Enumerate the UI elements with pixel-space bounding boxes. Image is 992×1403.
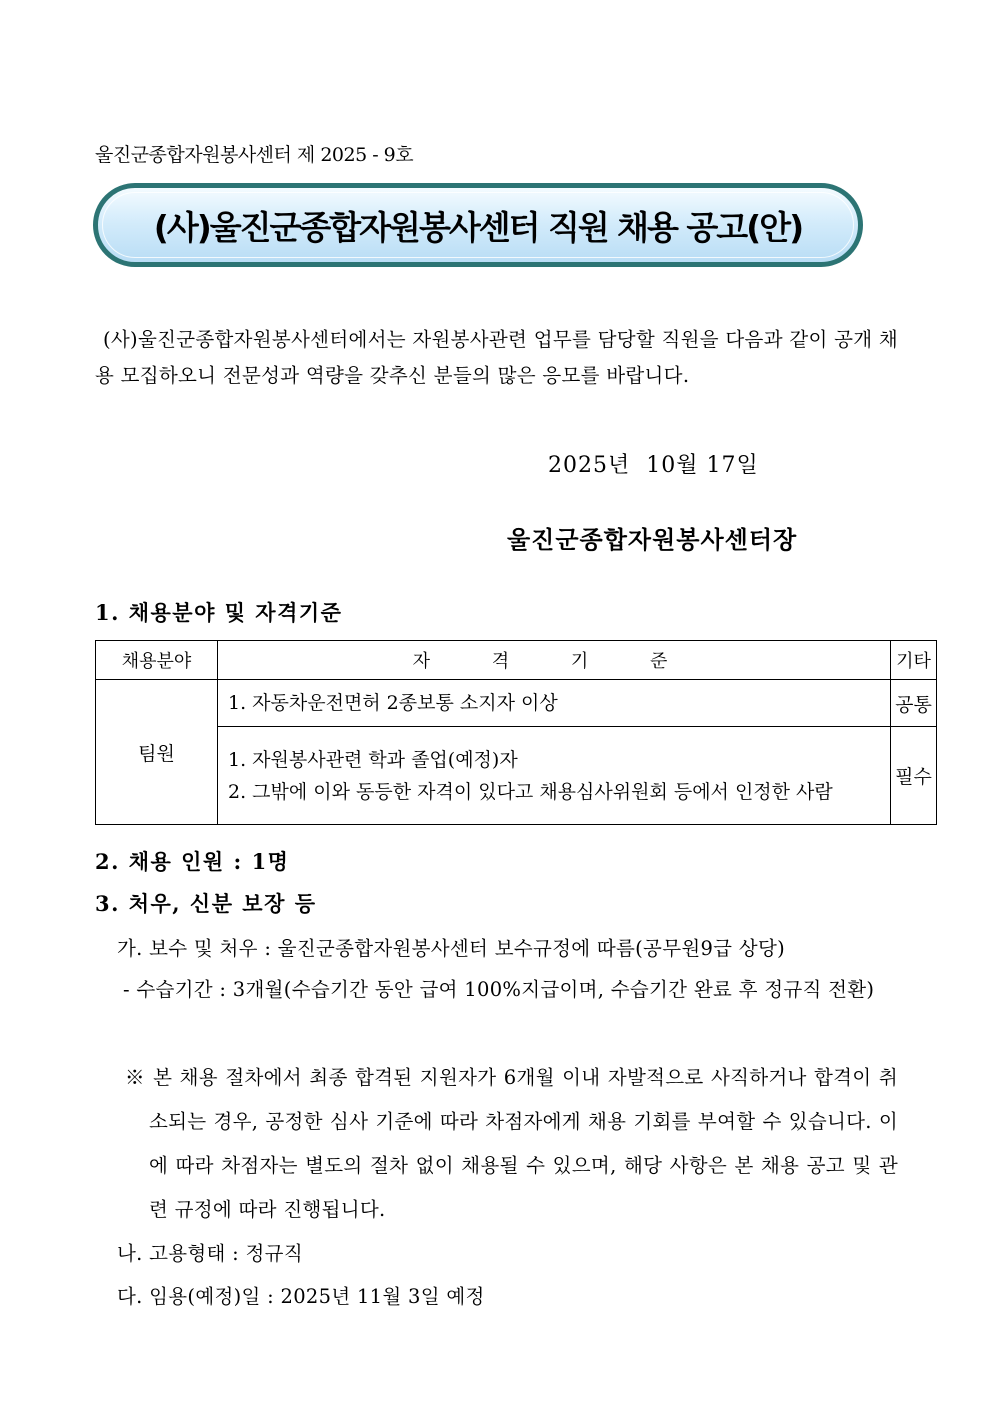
signer: 울진군종합자원봉사센터장 (507, 525, 798, 554)
appointment-date-item: 다. 임용(예정)일 : 2025년 11월 3일 예정 (117, 1285, 485, 1308)
qualification-item: 1. 자동차운전면허 2종보통 소지자 이상 (228, 692, 558, 714)
qualification-cell (218, 727, 891, 825)
intro-paragraph: (사)울진군종합자원봉사센터에서는 자원봉사관련 업무를 담당할 직원을 다음과 같이 공개 채용 모집하오니 전문성과 역량을 갖추신 분들의 많은 응모를 바랍니다. (95, 328, 899, 387)
announcement-date: 2025년 10월 17일 (548, 453, 759, 478)
header-field: 채용분야 (96, 641, 218, 680)
pay-item: 가. 보수 및 처우 : 울진군종합자원봉사센터 보수규정에 따름(공무원9급 상당) (117, 937, 785, 960)
header-qualifications: 자 격 기 준 (218, 641, 891, 680)
etc-cell: 필수 (891, 727, 937, 825)
qualification-cell (218, 680, 891, 727)
employment-type-item: 나. 고용형태 : 정규직 (117, 1242, 303, 1265)
section-3-heading: 3. 처우, 신분 보장 등 (95, 891, 317, 916)
title-banner (93, 183, 863, 267)
probation-item: - 수습기간 : 3개월(수습기간 동안 급여 100%지급이며, 수습기간 완료 후 정규직 전환) (123, 978, 875, 1001)
qualification-item: 1. 자원봉사관련 학과 졸업(예정)자 (228, 748, 518, 771)
etc-cell: 공통 (891, 680, 937, 727)
page-title: (사)울진군종합자원봉사센터 직원 채용 공고(안) (153, 207, 803, 247)
qualification-item: 2. 그밖에 이와 동등한 자격이 있다고 채용심사위원회 등에서 인정한 사람 (228, 780, 833, 803)
section-1-heading: 1. 채용분야 및 자격기준 (95, 600, 343, 625)
field-cell: 팀원 (96, 680, 218, 825)
qualification-table (95, 640, 937, 825)
table-row (96, 680, 937, 727)
table-row (96, 727, 937, 825)
table-header-row (96, 641, 937, 680)
document-number: 울진군종합자원봉사센터 제 2025 - 9호 (95, 144, 414, 166)
note-paragraph: ※ 본 채용 절차에서 최종 합격된 지원자가 6개월 이내 자발적으로 사직하거나 합격이 취소되는 경우, 공정한 심사 기준에 따라 차점자에게 채용 기회를 부여할 수 있습니다. 이에 따라 차점자는 별도의 절차 없이 채용될 수 있으며, 해당 사항은 본 채용 공고 및 관련 규정에 따라 진행됩니다. (125, 1066, 898, 1221)
section-2-heading: 2. 채용 인원 : 1명 (95, 849, 290, 874)
header-etc: 기타 (891, 641, 937, 680)
